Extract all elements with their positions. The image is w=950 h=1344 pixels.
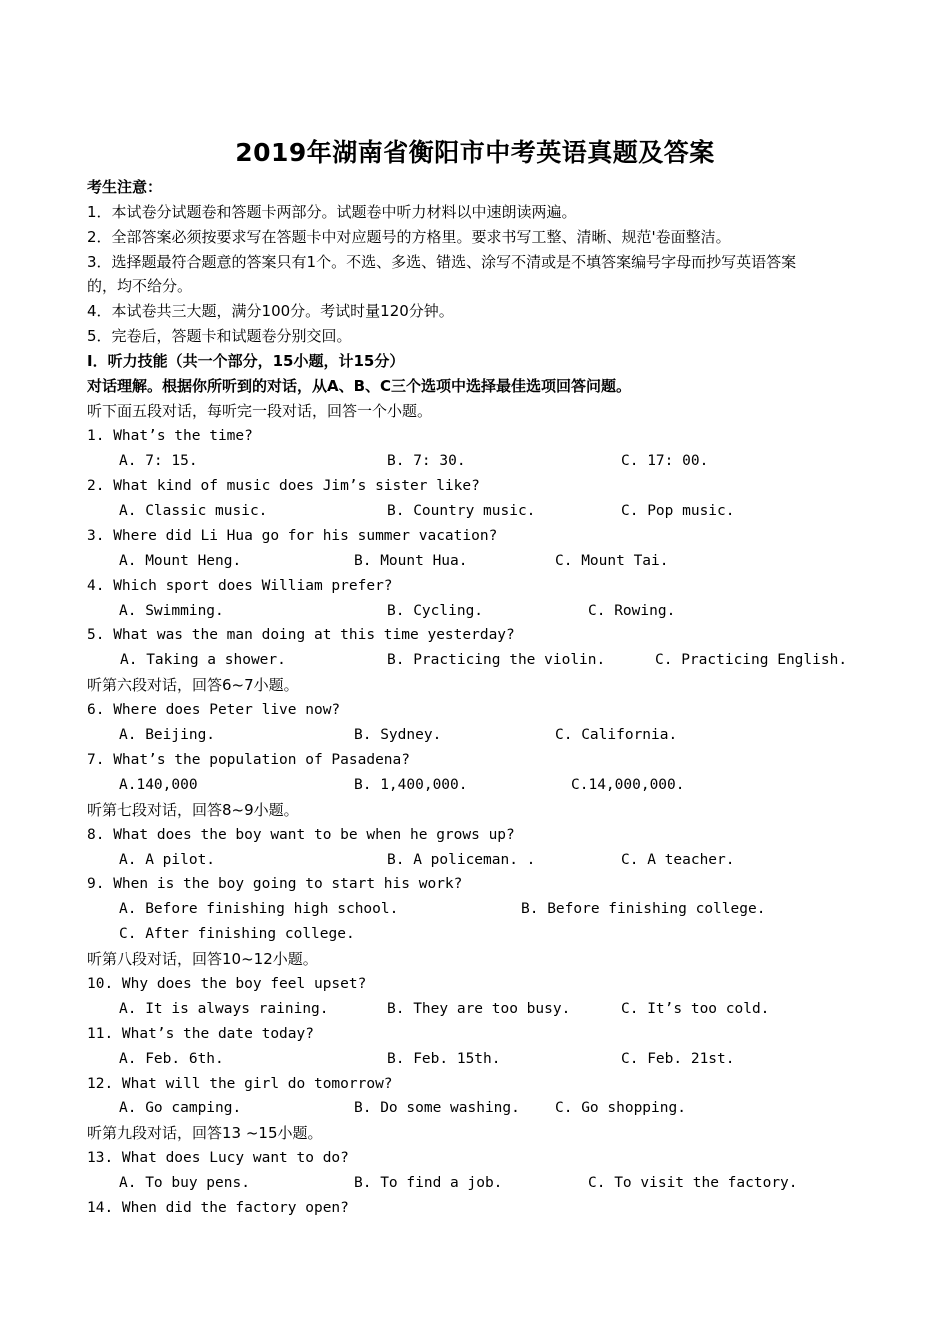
notice-item: 5．完卷后，答题卡和试题卷分别交回。 xyxy=(87,327,352,345)
dialogue-intro: 听第七段对话，回答8~9小题。 xyxy=(87,801,299,819)
question-text: 11. What’s the date today? xyxy=(87,1026,314,1042)
option-c: C. Rowing. xyxy=(588,603,676,619)
dialogue-intro: 听第六段对话，回答6~7小题。 xyxy=(87,676,299,694)
notice-heading: 考生注意： xyxy=(87,178,163,196)
option-b: B. Cycling. xyxy=(387,603,484,619)
option-c: C. It’s too cold. xyxy=(621,1001,770,1017)
option-c: C. California. xyxy=(555,727,678,743)
option-c: C. To visit the factory. xyxy=(588,1175,798,1191)
option-b: B. Do some washing. xyxy=(354,1100,520,1116)
section-instruction: 对话理解。根据你所听到的对话，从A、B、C三个选项中选择最佳选项回答问题。 xyxy=(87,377,632,395)
option-b: B. Before finishing college. xyxy=(521,901,766,917)
question-text: 9. When is the boy going to start his work? xyxy=(87,876,463,892)
option-a: A. Swimming. xyxy=(119,603,224,619)
option-c: C. A teacher. xyxy=(621,852,735,868)
option-b: B. To find a job. xyxy=(354,1175,503,1191)
question-text: 10. Why does the boy feel upset? xyxy=(87,976,367,992)
option-c: C. After finishing college. xyxy=(119,926,355,942)
notice-item: 4．本试卷共三大题，满分100分。考试时量120分钟。 xyxy=(87,302,454,320)
option-b: B. 7: 30. xyxy=(387,453,466,469)
notice-item: 的，均不给分。 xyxy=(87,277,193,295)
question-text: 14. When did the factory open? xyxy=(87,1200,349,1216)
question-text: 2. What kind of music does Jim’s sister like? xyxy=(87,478,480,494)
dialogue-intro: 听下面五段对话，每听完一段对话，回答一个小题。 xyxy=(87,402,433,420)
option-a: A. Classic music. xyxy=(119,503,268,519)
dialogue-intro: 听第八段对话，回答10~12小题。 xyxy=(87,950,318,968)
option-c: C. Mount Tai. xyxy=(555,553,669,569)
question-text: 12. What will the girl do tomorrow? xyxy=(87,1076,393,1092)
question-text: 5. What was the man doing at this time yesterday? xyxy=(87,627,515,643)
option-a: A. Feb. 6th. xyxy=(119,1051,224,1067)
option-a: A.140,000 xyxy=(119,777,198,793)
notice-item: 3．选择题最符合题意的答案只有1个。不选、多选、错选、涂写不清或是不填答案编号字母而抄写英语答案 xyxy=(87,253,797,271)
option-c: C. 17: 00. xyxy=(621,453,709,469)
page-title: 2019年湖南省衡阳市中考英语真题及答案 xyxy=(235,138,715,167)
question-text: 1. What’s the time? xyxy=(87,428,253,444)
option-b: B. Sydney. xyxy=(354,727,442,743)
notice-item: 1．本试卷分试题卷和答题卡两部分。试题卷中听力材料以中速朗读两遍。 xyxy=(87,203,577,221)
option-a: A. Before finishing high school. xyxy=(119,901,399,917)
option-a: A. Beijing. xyxy=(119,727,216,743)
question-text: 3. Where did Li Hua go for his summer vacation? xyxy=(87,528,498,544)
question-text: 6. Where does Peter live now? xyxy=(87,702,341,718)
option-b: B. Country music. xyxy=(387,503,536,519)
option-b: B. A policeman. . xyxy=(387,852,536,868)
option-b: B. They are too busy. xyxy=(387,1001,571,1017)
option-a: A. A pilot. xyxy=(119,852,216,868)
option-a: A. Mount Heng. xyxy=(119,553,242,569)
option-b: B. Mount Hua. xyxy=(354,553,468,569)
option-c: C. Pop music. xyxy=(621,503,735,519)
option-a: A. It is always raining. xyxy=(119,1001,329,1017)
dialogue-intro: 听第九段对话，回答13 ~15小题。 xyxy=(87,1124,323,1142)
option-c: C. Go shopping. xyxy=(555,1100,686,1116)
option-c: C. Practicing English. xyxy=(655,652,848,668)
option-a: A. 7: 15. xyxy=(119,453,198,469)
question-text: 8. What does the boy want to be when he grows up? xyxy=(87,827,515,843)
option-b: B. Practicing the violin. xyxy=(387,652,606,668)
option-b: B. Feb. 15th. xyxy=(387,1051,501,1067)
option-b: B. 1,400,000. xyxy=(354,777,468,793)
option-a: A. To buy pens. xyxy=(119,1175,250,1191)
option-a: A. Go camping. xyxy=(119,1100,242,1116)
question-text: 7. What’s the population of Pasadena? xyxy=(87,752,411,768)
option-c: C. Feb. 21st. xyxy=(621,1051,735,1067)
option-a: A. Taking a shower. xyxy=(120,652,286,668)
question-text: 13. What does Lucy want to do? xyxy=(87,1150,349,1166)
section-heading: I．听力技能（共一个部分，15小题，计15分） xyxy=(87,352,405,370)
notice-item: 2．全部答案必须按要求写在答题卡中对应题号的方格里。要求书写工整、清晰、规范'卷面整洁。 xyxy=(87,228,731,246)
question-text: 4. Which sport does William prefer? xyxy=(87,578,393,594)
option-c: C.14,000,000. xyxy=(571,777,685,793)
